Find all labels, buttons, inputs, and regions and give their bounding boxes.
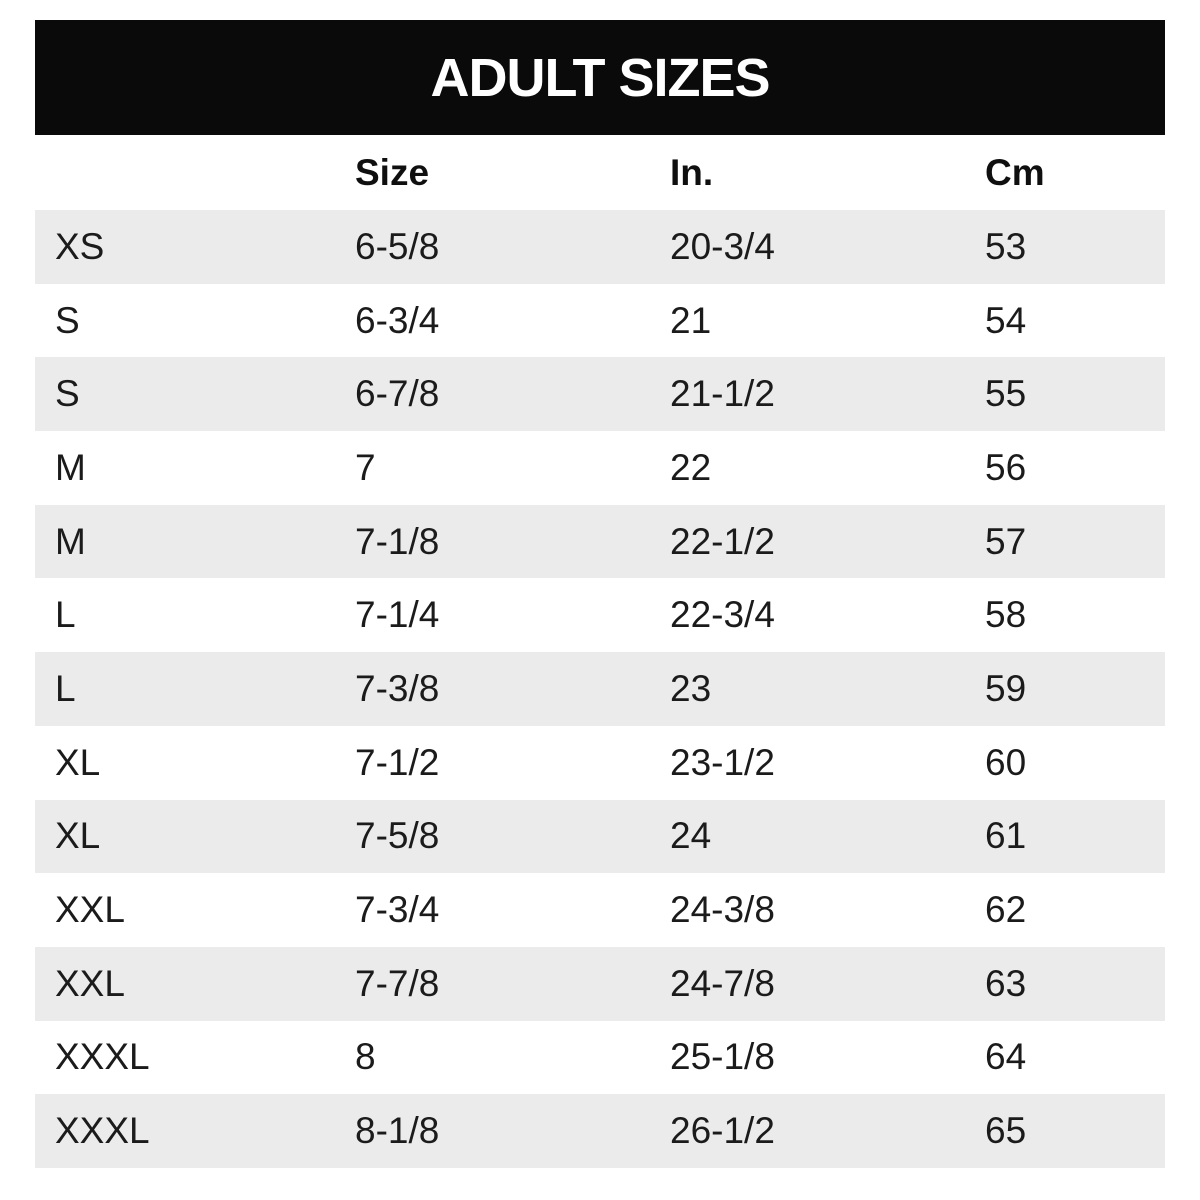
table-row (35, 873, 1165, 947)
cm-cell: 54 (985, 299, 1027, 341)
row-label-cell: XXXL (55, 1036, 150, 1078)
cm-cell: 57 (985, 520, 1027, 562)
column-header-cm: Cm (985, 151, 1045, 193)
in-cell: 25-1/8 (670, 1036, 775, 1078)
table-row (35, 652, 1165, 726)
size-cell: 7-5/8 (355, 815, 440, 857)
in-cell: 24-7/8 (670, 962, 775, 1004)
size-cell: 7-1/2 (355, 741, 440, 783)
in-cell: 22 (670, 446, 712, 488)
column-header-size: Size (355, 151, 430, 193)
table-body (35, 210, 1165, 1168)
cm-cell: 59 (985, 667, 1027, 709)
cm-cell: 61 (985, 815, 1027, 857)
row-label-cell: XXL (55, 962, 125, 1004)
cm-cell: 65 (985, 1110, 1027, 1152)
column-header-row (35, 135, 1165, 210)
cm-cell: 63 (985, 962, 1027, 1004)
in-cell: 26-1/2 (670, 1110, 775, 1152)
in-cell: 23-1/2 (670, 741, 775, 783)
in-cell: 23 (670, 667, 712, 709)
column-header-in: In. (670, 151, 714, 193)
in-cell: 24 (670, 815, 712, 857)
in-cell: 21-1/2 (670, 373, 775, 415)
table-row (35, 1094, 1165, 1168)
size-cell: 7-3/4 (355, 889, 440, 931)
cm-cell: 62 (985, 889, 1027, 931)
title-banner (35, 20, 1165, 135)
table-row (35, 800, 1165, 874)
table-row (35, 210, 1165, 284)
in-cell: 21 (670, 299, 712, 341)
size-cell: 7-3/8 (355, 667, 440, 709)
page-title: ADULT SIZES (430, 47, 770, 108)
in-cell: 22-3/4 (670, 594, 775, 636)
cm-cell: 53 (985, 225, 1027, 267)
table-row (35, 947, 1165, 1021)
row-label-cell: XXL (55, 889, 125, 931)
size-cell: 7-1/8 (355, 520, 440, 562)
size-cell: 8 (355, 1036, 376, 1078)
size-cell: 7-1/4 (355, 594, 440, 636)
row-label-cell: M (55, 446, 86, 488)
size-cell: 7 (355, 446, 376, 488)
table-row (35, 357, 1165, 431)
row-label-cell: M (55, 520, 86, 562)
size-cell: 6-3/4 (355, 299, 440, 341)
row-label-cell: L (55, 594, 76, 636)
cm-cell: 60 (985, 741, 1027, 783)
cm-cell: 64 (985, 1036, 1027, 1078)
size-cell: 8-1/8 (355, 1110, 440, 1152)
table-row (35, 726, 1165, 800)
table-row (35, 284, 1165, 358)
in-cell: 22-1/2 (670, 520, 775, 562)
row-label-cell: XS (55, 225, 105, 267)
row-label-cell: XL (55, 815, 101, 857)
size-cell: 7-7/8 (355, 962, 440, 1004)
table-row (35, 578, 1165, 652)
table-row (35, 1021, 1165, 1095)
row-label-cell: L (55, 667, 76, 709)
cm-cell: 55 (985, 373, 1027, 415)
cm-cell: 56 (985, 446, 1027, 488)
in-cell: 24-3/8 (670, 889, 775, 931)
table-row (35, 505, 1165, 579)
row-label-cell: XXXL (55, 1110, 150, 1152)
table-row (35, 431, 1165, 505)
cm-cell: 58 (985, 594, 1027, 636)
in-cell: 20-3/4 (670, 225, 775, 267)
row-label-cell: S (55, 299, 80, 341)
row-label-cell: XL (55, 741, 101, 783)
row-label-cell: S (55, 373, 80, 415)
size-cell: 6-5/8 (355, 225, 440, 267)
size-cell: 6-7/8 (355, 373, 440, 415)
